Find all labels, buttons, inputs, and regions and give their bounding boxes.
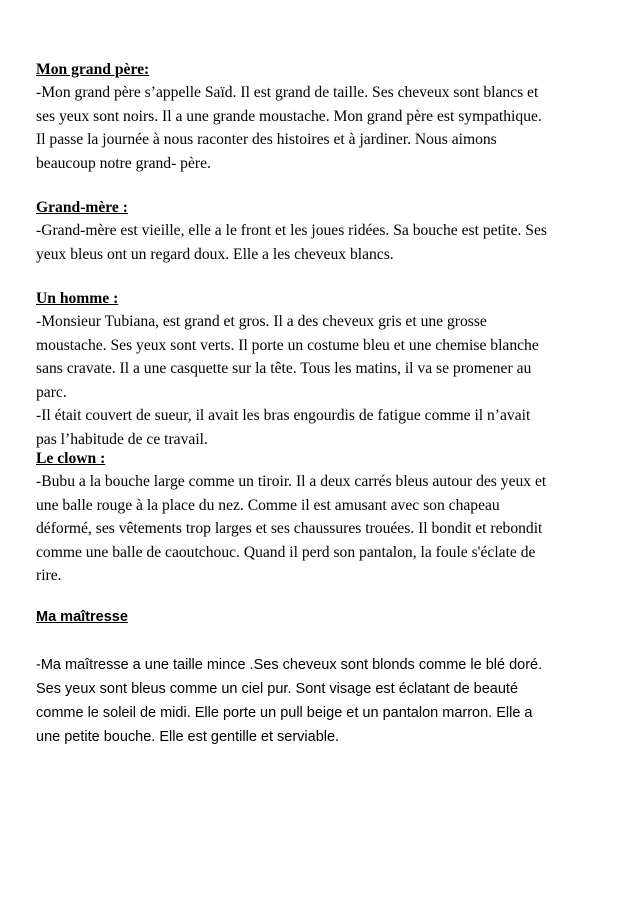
text-line: -Ma maîtresse a une taille mince .Ses cheveux sont blonds comme le blé doré. — [36, 657, 543, 673]
text-line: ses yeux sont noirs. Il a une grande moustache. Mon grand père est sympathique. — [36, 107, 542, 125]
text-line: comme le soleil de midi. Elle porte un pull beige et un pantalon marron. Elle a — [36, 705, 533, 721]
section-body-le-clown — [36, 470, 606, 588]
section-title-le-clown: Le clown : — [36, 450, 106, 467]
text-line: -Il était couvert de sueur, il avait les bras engourdis de fatigue comme il n’avait — [36, 407, 531, 424]
text-line: une balle rouge à la place du nez. Comme il est amusant avec son chapeau — [36, 496, 500, 514]
text-line: sans cravate. Il a une casquette sur la tête. Tous les matins, il va se promener au — [36, 360, 532, 377]
section-body-grand-mere — [36, 219, 606, 266]
text-line: comme une balle de caoutchouc. Quand il perd son pantalon, la foule s'éclate de — [36, 543, 536, 561]
text-line: -Mon grand père s’appelle Saïd. Il est grand de taille. Ses cheveux sont blancs et — [36, 84, 539, 101]
text-line: yeux bleus ont un regard doux. Elle a les cheveux blancs. — [36, 245, 394, 263]
text-line: parc. — [36, 383, 67, 401]
section-body-ma-maitresse — [36, 653, 606, 749]
text-line: déformé, ses vêtements trop larges et ses chaussures trouées. Il bondit et rebondit — [36, 520, 543, 537]
text-line: Il passe la journée à nous raconter des histoires et à jardiner. Nous aimons — [36, 131, 497, 148]
section-body-un-homme — [36, 310, 606, 451]
section-title-grand-pere: Mon grand père: — [36, 61, 150, 78]
section-title-un-homme: Un homme : — [36, 290, 119, 307]
text-line: pas l’habitude de ce travail. — [36, 430, 208, 448]
text-line: une petite bouche. Elle est gentille et serviable. — [36, 729, 340, 745]
section-body-grand-pere — [36, 81, 606, 175]
text-line: rire. — [36, 567, 62, 584]
text-line: moustache. Ses yeux sont verts. Il porte un costume bleu et une chemise blanche — [36, 336, 539, 354]
text-line: beaucoup notre grand- père. — [36, 154, 211, 172]
text-line: -Grand-mère est vieille, elle a le front et les joues ridées. Sa bouche est petite. Ses — [36, 222, 547, 239]
text-line: -Monsieur Tubiana, est grand et gros. Il a des cheveux gris et une grosse — [36, 313, 487, 330]
section-title-grand-mere: Grand-mère : — [36, 199, 128, 216]
text-line: Ses yeux sont bleus comme un ciel pur. Sont visage est éclatant de beauté — [36, 681, 519, 697]
text-line: -Bubu a la bouche large comme un tiroir. Il a deux carrés bleus autour des yeux et — [36, 473, 547, 490]
section-title-ma-maitresse: Ma maîtresse — [36, 609, 128, 625]
